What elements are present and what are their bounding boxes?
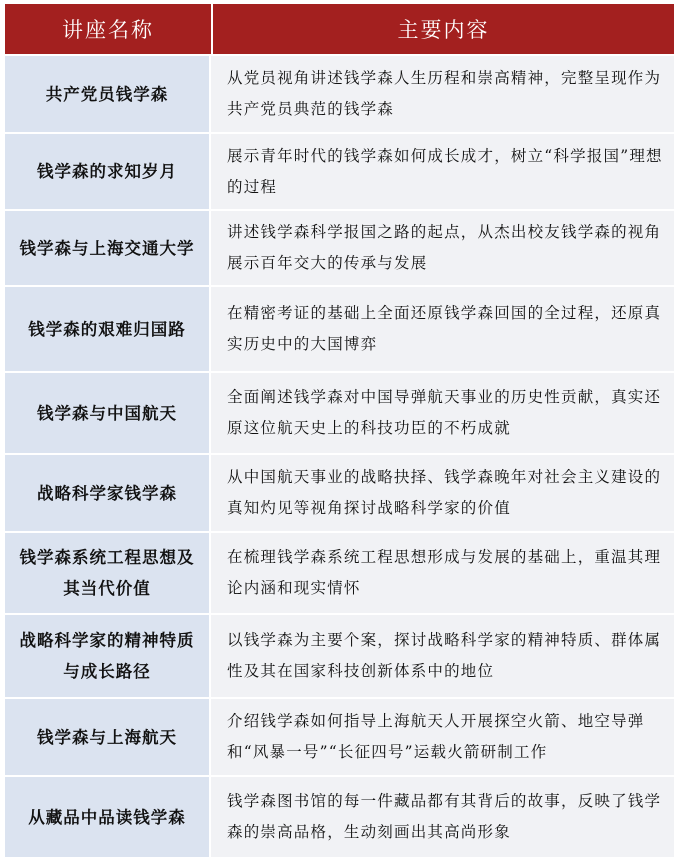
lecture-name-cell: 钱学森与上海航天 [5, 699, 211, 775]
lecture-content-cell: 展示青年时代的钱学森如何成长成才，树立“科学报国”理想的过程 [211, 134, 674, 209]
table-row [5, 775, 674, 857]
lecture-name-cell: 从藏品中品读钱学森 [5, 777, 211, 857]
lecture-name-cell: 战略科学家钱学森 [5, 455, 211, 531]
table-row [5, 371, 674, 453]
lecture-content-cell: 在精密考证的基础上全面还原钱学森回国的全过程，还原真实历史中的大国博弈 [211, 287, 674, 371]
table-row [5, 132, 674, 209]
table-row [5, 531, 674, 613]
lecture-name-cell: 共产党员钱学森 [5, 56, 211, 132]
header-lecture-name: 讲座名称 [5, 4, 213, 54]
lecture-table [5, 4, 674, 857]
lecture-content-cell: 全面阐述钱学森对中国导弹航天事业的历史性贡献，真实还原这位航天史上的科技功臣的不朽成就 [211, 373, 674, 453]
table-row [5, 613, 674, 697]
lecture-name-cell: 钱学森与上海交通大学 [5, 211, 211, 285]
lecture-content-cell: 钱学森图书馆的每一件藏品都有其背后的故事，反映了钱学森的崇高品格，生动刻画出其高尚形象 [211, 777, 674, 857]
lecture-content-cell: 以钱学森为主要个案，探讨战略科学家的精神特质、群体属性及其在国家科技创新体系中的地位 [211, 615, 674, 697]
table-row [5, 54, 674, 132]
table-row [5, 453, 674, 531]
header-main-content: 主要内容 [397, 18, 490, 42]
lecture-name-cell: 钱学森的艰难归国路 [5, 287, 211, 371]
lecture-content-cell: 讲述钱学森科学报国之路的起点，从杰出校友钱学森的视角展示百年交大的传承与发展 [211, 211, 674, 285]
lecture-content-cell: 介绍钱学森如何指导上海航天人开展探空火箭、地空导弹和“风暴一号”“长征四号”运载火箭研制工作 [211, 699, 674, 775]
table-row [5, 285, 674, 371]
table-row [5, 697, 674, 775]
lecture-name-cell: 钱学森系统工程思想及其当代价值 [5, 533, 211, 613]
lecture-content-cell: 从中国航天事业的战略抉择、钱学森晚年对社会主义建设的真知灼见等视角探讨战略科学家的价值 [211, 455, 674, 531]
lecture-name-cell: 战略科学家的精神特质与成长路径 [5, 615, 211, 697]
table-header [5, 4, 674, 54]
lecture-content-cell: 从党员视角讲述钱学森人生历程和崇高精神，完整呈现作为共产党员典范的钱学森 [211, 56, 674, 132]
lecture-name-cell: 钱学森的求知岁月 [5, 134, 211, 209]
lecture-name-cell: 钱学森与中国航天 [5, 373, 211, 453]
table-row [5, 209, 674, 285]
lecture-content-cell: 在梳理钱学森系统工程思想形成与发展的基础上，重温其理论内涵和现实情怀 [211, 533, 674, 613]
